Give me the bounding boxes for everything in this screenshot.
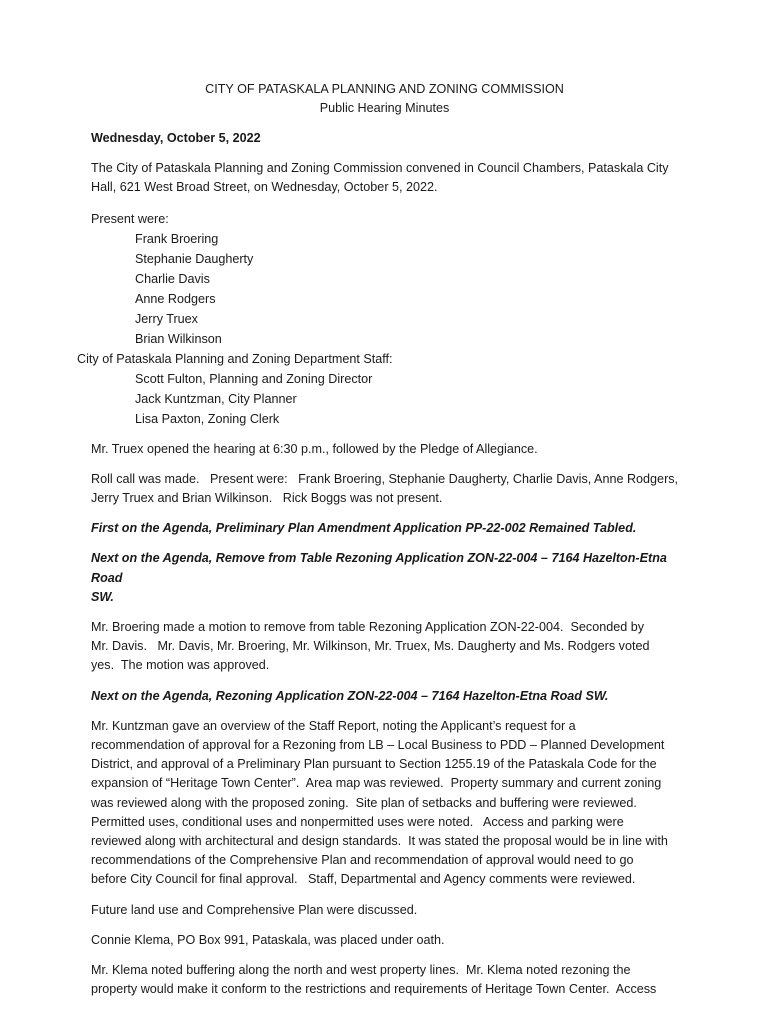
list-item: Jack Kuntzman, City Planner [135,391,297,406]
document-title: CITY OF PATASKALA PLANNING AND ZONING COMMISSION [205,82,564,96]
list-item: Jerry Truex [135,311,198,326]
list-item: Lisa Paxton, Zoning Clerk [135,411,280,426]
list-item: Stephanie Daugherty [135,251,254,266]
oath-paragraph: Connie Klema, PO Box 991, Pataskala, was placed under oath. [91,932,445,947]
meeting-date: Wednesday, October 5, 2022 [91,131,261,145]
present-label: Present were: [91,211,169,226]
list-item: Scott Fulton, Planning and Zoning Director [135,371,373,386]
attendance-section [77,209,678,429]
overview-paragraph: Mr. Kuntzman gave an overview of the Staff Report, noting the Applicant’s request for a recommendation of approval for a Rezoning from LB – Local Business to PDD – Planned Development District, and approval of a Preliminary Plan pursuant to Section 1255.19 of the Pataskala Code for the expansion of “Heritage Town Center”. Area map was reviewed. Property summary and current zoning was reviewed along with the proposed zoning. Site plan of setbacks and buffering were reviewed. Permitted uses, conditional uses and nonpermitted uses were noted. Access and parking were reviewed along with architectural and design standards. It was stated the proposal would be in line with recommendations of the Comprehensive Plan and recommendation of approval would need to go before City Council for final approval. Staff, Departmental and Agency comments were reviewed. [91,718,668,887]
agenda-item-remove-table: Next on the Agenda, Remove from Table Rezoning Application ZON-22-004 – 7164 Hazelton-Etna Road SW. [91,551,667,604]
intro-paragraph: The City of Pataskala Planning and Zoning Commission convened in Council Chambers, Pataskala City Hall, 621 West Broad Street, on Wednesday, October 5, 2022. [91,161,669,195]
document-subtitle: Public Hearing Minutes [319,101,450,115]
future-land-use-paragraph: Future land use and Comprehensive Plan were discussed. [91,902,418,917]
staff-list [135,369,678,429]
klema-paragraph: Mr. Klema noted buffering along the north and west property lines. Mr. Klema noted rezoning the property would make it conform to the restrictions and requirements of Heritage Town Center. Access [91,963,657,997]
opening-paragraph: Mr. Truex opened the hearing at 6:30 p.m., followed by the Pledge of Allegiance. [91,441,538,456]
list-item: Brian Wilkinson [135,331,222,346]
list-item: Charlie Davis [135,271,210,286]
agenda-item-first: First on the Agenda, Preliminary Plan Amendment Application PP-22-002 Remained Tabled. [91,521,637,536]
motion-paragraph: Mr. Broering made a motion to remove from table Rezoning Application ZON-22-004. Seconded by Mr. Davis. Mr. Davis, Mr. Broering, Mr. Wilkinson, Mr. Truex, Ms. Daugherty and Ms. Rodgers voted yes. The motion was approved. [91,620,650,673]
member-list [135,229,678,349]
staff-label: City of Pataskala Planning and Zoning Department Staff: [77,351,393,366]
list-item: Frank Broering [135,231,219,246]
rollcall-paragraph: Roll call was made. Present were: Frank Broering, Stephanie Daugherty, Charlie Davis, Anne Rodgers, Jerry Truex and Brian Wilkinson. Rick Boggs was not present. [91,471,679,506]
agenda-item-rezoning: Next on the Agenda, Rezoning Application ZON-22-004 – 7164 Hazelton-Etna Road SW. [91,688,609,703]
list-item: Anne Rodgers [135,291,216,306]
